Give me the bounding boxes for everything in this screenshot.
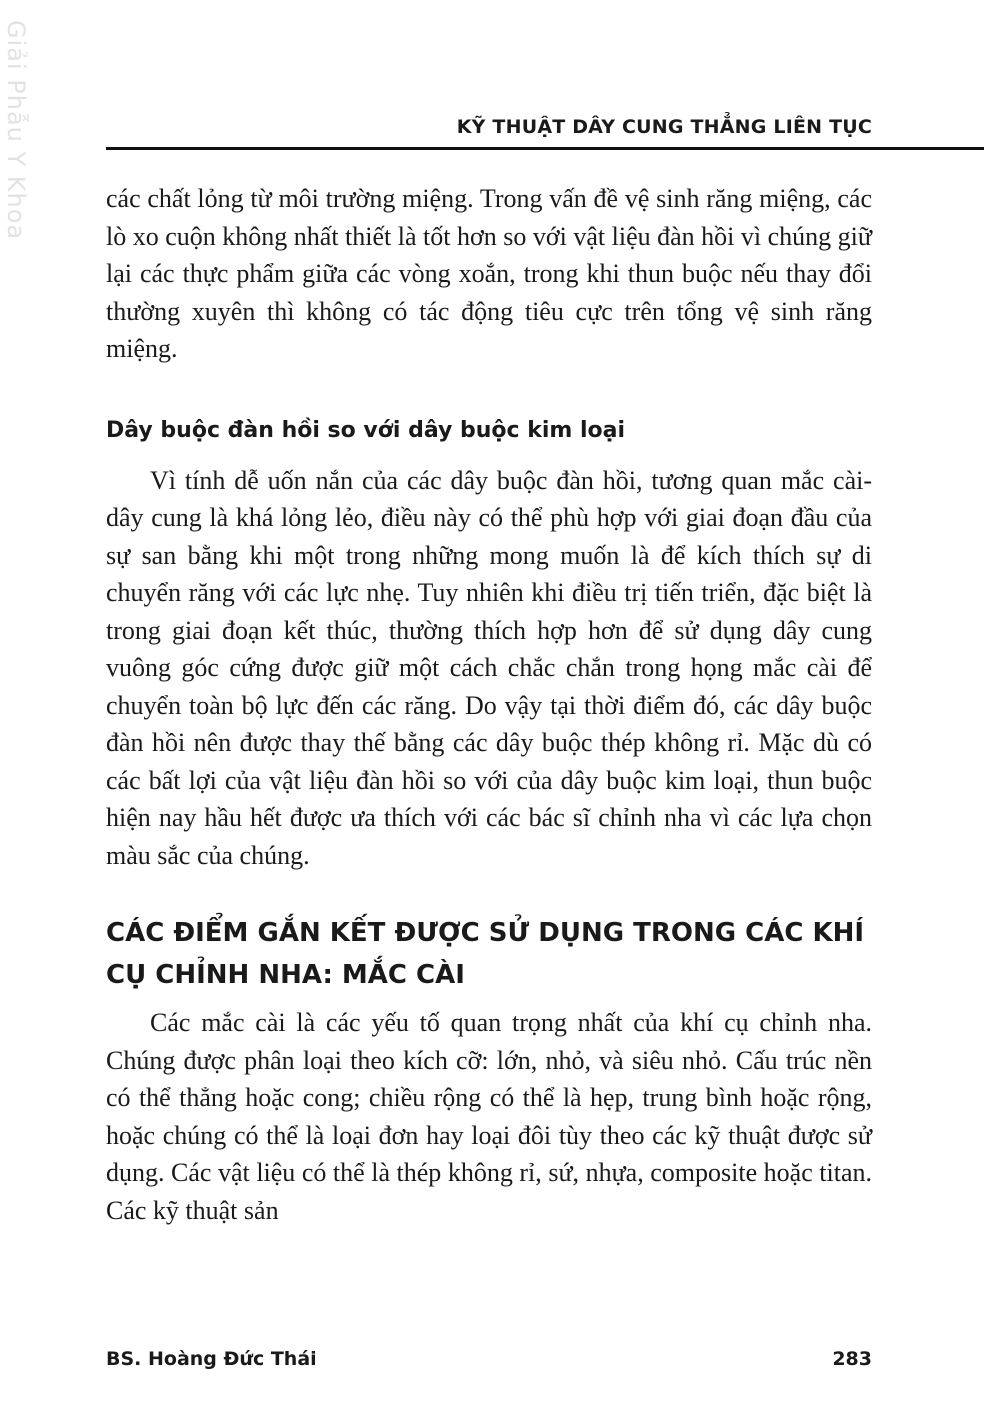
paragraph-3: Các mắc cài là các yếu tố quan trọng nhất của khí cụ chỉnh nha. Chúng được phân loại theo kích cỡ: lớn, nhỏ, và siêu nhỏ. Cấu trúc nền có thể thẳng hoặc cong; chiều rộng có thể là hẹp, trung bình hoặc rộng, hoặc chúng có thể là loại đơn hay loại đôi tùy theo các kỹ thuật được sử dụng. Các vật liệu có thể là thép không rỉ, sứ, nhựa, composite hoặc titan. Các kỹ thuật sản bbox=[106, 1008, 872, 1225]
header-rule bbox=[106, 147, 984, 150]
paragraph-2: Vì tính dễ uốn nắn của các dây buộc đàn hồi, tương quan mắc cài-dây cung là khá lỏng lẻo, điều này có thể phù hợp với giai đoạn đầu của sự san bằng khi một trong những mong muốn là để kích thích sự di chuyển răng với các lực nhẹ. Tuy nhiên khi điều trị tiến triển, đặc biệt là trong giai đoạn kết thúc, thường thích hợp hơn để sử dụng dây cung vuông góc cứng được giữ một cách chắc chắn trong họng mắc cài để chuyển toàn bộ lực đến các răng. Do vậy tại thời điểm đó, các dây buộc đàn hồi nên được thay thế bằng các dây buộc thép không rỉ. Mặc dù có các bất lợi của vật liệu đàn hồi so với của dây buộc kim loại, thun buộc hiện nay hầu hết được ưa thích với các bác sĩ chỉnh nha vì các lựa chọn màu sắc của chúng. bbox=[106, 465, 872, 870]
subheading: Dây buộc đàn hồi so với dây buộc kim loại bbox=[106, 417, 626, 443]
running-header-title: KỸ THUẬT DÂY CUNG THẲNG LIÊN TỤC bbox=[456, 116, 872, 138]
page-number: 283 bbox=[832, 1348, 872, 1370]
watermark-text: Giải Phẫu Y Khoa bbox=[2, 20, 30, 241]
page-content bbox=[106, 180, 872, 1229]
section-heading: CÁC ĐIỂM GẮN KẾT ĐƯỢC SỬ DỤNG TRONG CÁC KHÍ CỤ CHỈNH NHA: MẮC CÀI bbox=[106, 918, 865, 990]
footer-author: BS. Hoàng Đức Thái bbox=[106, 1348, 317, 1370]
paragraph-1: các chất lỏng từ môi trường miệng. Trong vấn đề vệ sinh răng miệng, các lò xo cuộn không nhất thiết là tốt hơn so với vật liệu đàn hồi vì chúng giữ lại các thực phẩm giữa các vòng xoắn, trong khi thun buộc nếu thay đổi thường xuyên thì không có tác động tiêu cực trên tổng vệ sinh răng miệng. bbox=[106, 184, 872, 363]
